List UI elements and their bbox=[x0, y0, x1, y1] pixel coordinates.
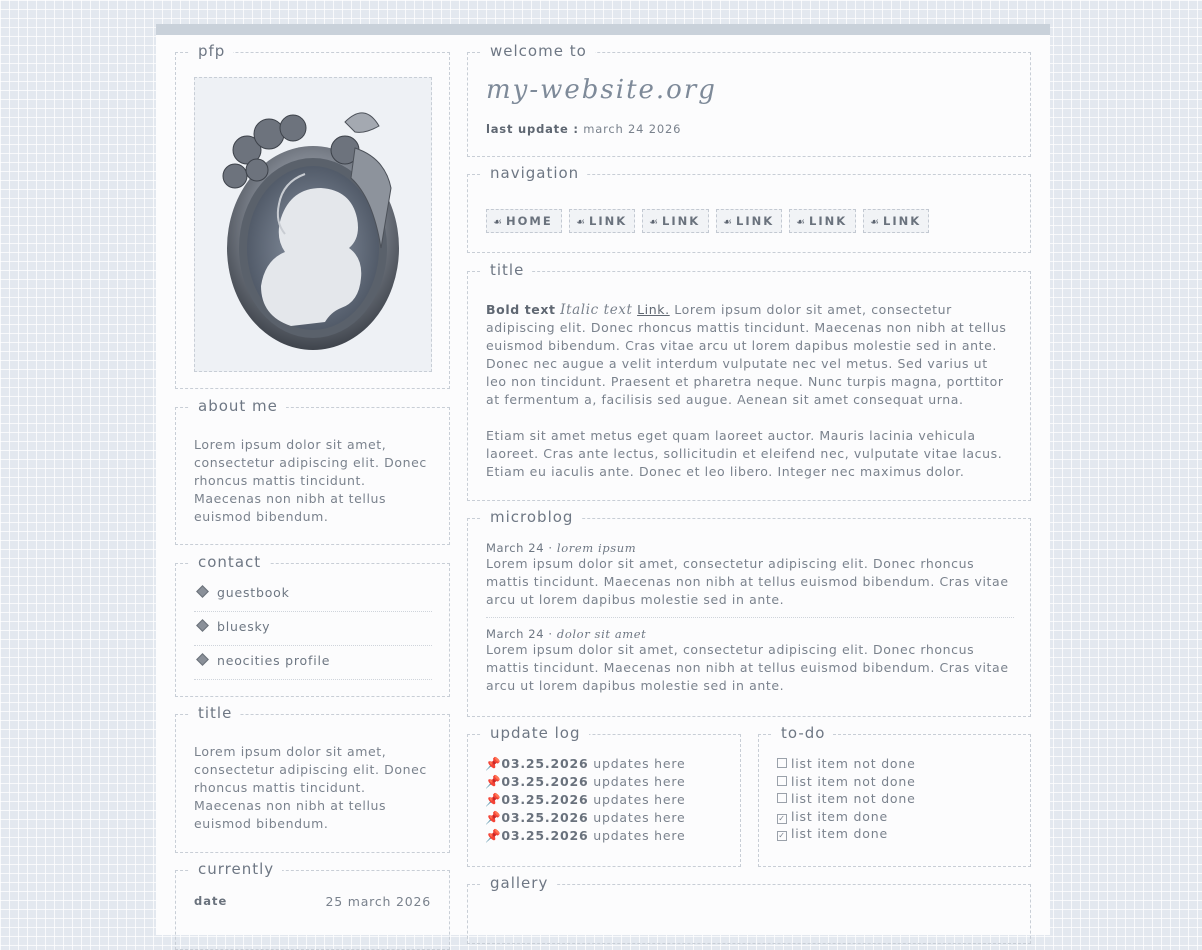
update-log-item bbox=[485, 809, 686, 827]
update-log-text: updates here bbox=[593, 810, 686, 825]
microblog-entry-text: Lorem ipsum dolor sit amet, consectetur adipiscing elit. Donec rhoncus mattis tincidunt. Maecenas non nibh at tellus euismod bibendum. Cras vitae arcu ut lorem dapibus molestie sed in ante. bbox=[486, 556, 1009, 607]
pin-icon: 📌 bbox=[485, 792, 502, 807]
contact-link-guestbook[interactable] bbox=[194, 579, 432, 612]
main-title-para-2: Etiam sit amet metus eget quam laoreet auctor. Mauris lacinia vehicula laoreet. Cras ante lectus, sollicitudin et eleifend nec, vulputate vitae lacus. Etiam eu iaculis ante. Donec et leo libero. Integer nec maximus dolor. bbox=[486, 428, 1003, 479]
checkbox-unchecked-icon[interactable] bbox=[777, 793, 787, 803]
update-log-list bbox=[485, 755, 686, 845]
update-log-text: updates here bbox=[593, 756, 686, 771]
checkbox-unchecked-icon[interactable] bbox=[777, 776, 787, 786]
welcome-box bbox=[467, 42, 1031, 157]
side-title-legend: title bbox=[190, 704, 240, 722]
site-title: my-website.org bbox=[486, 75, 717, 105]
link-sample[interactable]: Link. bbox=[637, 302, 670, 317]
checkbox-checked-icon[interactable]: ✓ bbox=[778, 813, 786, 823]
gallery-legend: gallery bbox=[482, 874, 556, 892]
currently-legend: currently bbox=[190, 860, 282, 878]
leaf-icon: ☙ bbox=[493, 217, 504, 228]
contact-link-neocities[interactable] bbox=[194, 647, 432, 680]
contact-label: guestbook bbox=[217, 585, 290, 600]
diamond-bullet-icon bbox=[196, 585, 209, 598]
todo-item bbox=[777, 790, 916, 808]
update-log-text: updates here bbox=[593, 774, 686, 789]
page-container bbox=[156, 24, 1050, 935]
nav-label: LINK bbox=[589, 214, 628, 228]
contact-label: bluesky bbox=[217, 619, 271, 634]
microblog-entry bbox=[486, 627, 1014, 695]
todo-legend: to-do bbox=[773, 724, 833, 742]
last-update-value: march 24 2026 bbox=[583, 122, 682, 136]
profile-picture bbox=[194, 77, 432, 372]
currently-box bbox=[175, 860, 450, 950]
update-log-date: 03.25.2026 bbox=[501, 828, 589, 843]
microblog-box bbox=[467, 508, 1031, 717]
nav-button-link-3[interactable] bbox=[716, 209, 782, 233]
checkbox-checked-icon[interactable]: ✓ bbox=[778, 831, 786, 841]
gallery-box bbox=[467, 874, 1031, 944]
todo-text: list item not done bbox=[791, 773, 916, 789]
side-title-box bbox=[175, 704, 450, 853]
navigation-legend: navigation bbox=[482, 164, 587, 182]
navigation-box bbox=[467, 164, 1031, 253]
todo-text: list item done bbox=[791, 826, 888, 842]
update-log-box bbox=[467, 724, 741, 867]
microblog-entry-header bbox=[486, 541, 1014, 555]
about-box bbox=[175, 397, 450, 545]
microblog-entry-title: dolor sit amet bbox=[556, 627, 647, 641]
about-text: Lorem ipsum dolor sit amet, consectetur adipiscing elit. Donec rhoncus mattis tincidunt. Maecenas non nibh at tellus euismod bibendum. bbox=[194, 437, 427, 524]
update-log-date: 03.25.2026 bbox=[501, 774, 589, 789]
leaf-icon: ☙ bbox=[870, 217, 881, 228]
main-title-para-1 bbox=[486, 301, 1012, 409]
leaf-icon: ☙ bbox=[576, 217, 587, 228]
todo-text: list item not done bbox=[791, 791, 916, 807]
update-log-text: updates here bbox=[593, 828, 686, 843]
update-log-date: 03.25.2026 bbox=[501, 792, 589, 807]
nav-label: HOME bbox=[506, 214, 553, 228]
main-title-para-1-text: Lorem ipsum dolor sit amet, consectetur adipiscing elit. Donec rhoncus mattis tincidunt. Maecenas non nibh at tellus euismod bibendum. Cras vitae arcu ut lorem dapibus molestie sed in ante. Donec nec augue a velit interdum vulputate nec vel metus. Sed varius ut leo non tincidunt. Praesent et pharetra neque. Nunc turpis magna, porttitor at fermentum a, facilisis sed augue. Aenean sit amet consequat urna. bbox=[486, 302, 1007, 407]
todo-text: list item done bbox=[791, 808, 888, 824]
cameo-brooch-image bbox=[195, 78, 431, 371]
nav-button-link-2[interactable] bbox=[642, 209, 709, 233]
update-log-date: 03.25.2026 bbox=[501, 756, 589, 771]
update-log-date: 03.25.2026 bbox=[501, 810, 589, 825]
contact-link-bluesky[interactable] bbox=[194, 613, 432, 646]
microblog-entry-text: Lorem ipsum dolor sit amet, consectetur adipiscing elit. Donec rhoncus mattis tincidunt. Maecenas non nibh at tellus euismod bibendum. Cras vitae arcu ut lorem dapibus molestie sed in ante. bbox=[486, 642, 1009, 693]
nav-label: LINK bbox=[662, 214, 701, 228]
italic-text-sample: Italic text bbox=[560, 302, 633, 318]
todo-item bbox=[777, 773, 916, 791]
microblog-entry-date: March 24 · bbox=[486, 627, 553, 641]
todo-item bbox=[777, 808, 916, 826]
main-title-box bbox=[467, 261, 1031, 501]
leaf-icon: ☙ bbox=[723, 217, 734, 228]
update-log-legend: update log bbox=[482, 724, 589, 742]
microblog-legend: microblog bbox=[482, 508, 581, 526]
checkbox-unchecked-icon[interactable] bbox=[777, 758, 787, 768]
nav-button-link-4[interactable] bbox=[789, 209, 856, 233]
todo-item bbox=[777, 755, 916, 773]
nav-label: LINK bbox=[809, 214, 848, 228]
leaf-icon: ☙ bbox=[796, 217, 807, 228]
diamond-bullet-icon bbox=[196, 619, 209, 632]
nav-button-link-1[interactable] bbox=[569, 209, 635, 233]
currently-label: date bbox=[194, 894, 228, 908]
main-title-legend: title bbox=[482, 261, 532, 279]
nav-label: LINK bbox=[883, 214, 922, 228]
last-update bbox=[486, 122, 681, 136]
update-log-item bbox=[485, 827, 686, 845]
update-log-text: updates here bbox=[593, 792, 686, 807]
todo-text: list item not done bbox=[791, 756, 916, 771]
update-log-item bbox=[485, 755, 686, 773]
pfp-legend: pfp bbox=[190, 42, 233, 60]
nav-label: LINK bbox=[736, 214, 775, 228]
pfp-box bbox=[175, 42, 450, 389]
last-update-label: last update : bbox=[486, 122, 579, 136]
todo-box bbox=[758, 724, 1031, 867]
pin-icon: 📌 bbox=[485, 810, 502, 825]
contact-box bbox=[175, 553, 450, 697]
diamond-bullet-icon bbox=[196, 653, 209, 666]
pin-icon: 📌 bbox=[485, 828, 502, 843]
contact-label: neocities profile bbox=[217, 653, 331, 668]
contact-legend: contact bbox=[190, 553, 269, 571]
pin-icon: 📌 bbox=[485, 774, 502, 789]
update-log-item bbox=[485, 791, 686, 809]
nav-button-link-5[interactable] bbox=[863, 209, 929, 233]
microblog-entry bbox=[486, 541, 1014, 618]
side-title-text: Lorem ipsum dolor sit amet, consectetur adipiscing elit. Donec rhoncus mattis tincidunt. Maecenas non nibh at tellus euismod bibendum. bbox=[194, 744, 427, 831]
pin-icon: 📌 bbox=[485, 756, 502, 771]
update-log-item bbox=[485, 773, 686, 791]
leaf-icon: ☙ bbox=[649, 217, 660, 228]
microblog-entry-header bbox=[486, 627, 1014, 641]
bold-text-sample: Bold text bbox=[486, 302, 556, 317]
todo-list bbox=[777, 755, 916, 843]
currently-value: 25 march 2026 bbox=[325, 894, 431, 909]
welcome-legend: welcome to bbox=[482, 42, 595, 60]
microblog-entry-title: lorem ipsum bbox=[556, 541, 637, 555]
todo-item bbox=[777, 825, 916, 843]
nav-button-home[interactable] bbox=[486, 209, 562, 233]
about-legend: about me bbox=[190, 397, 286, 415]
microblog-entry-date: March 24 · bbox=[486, 541, 553, 555]
